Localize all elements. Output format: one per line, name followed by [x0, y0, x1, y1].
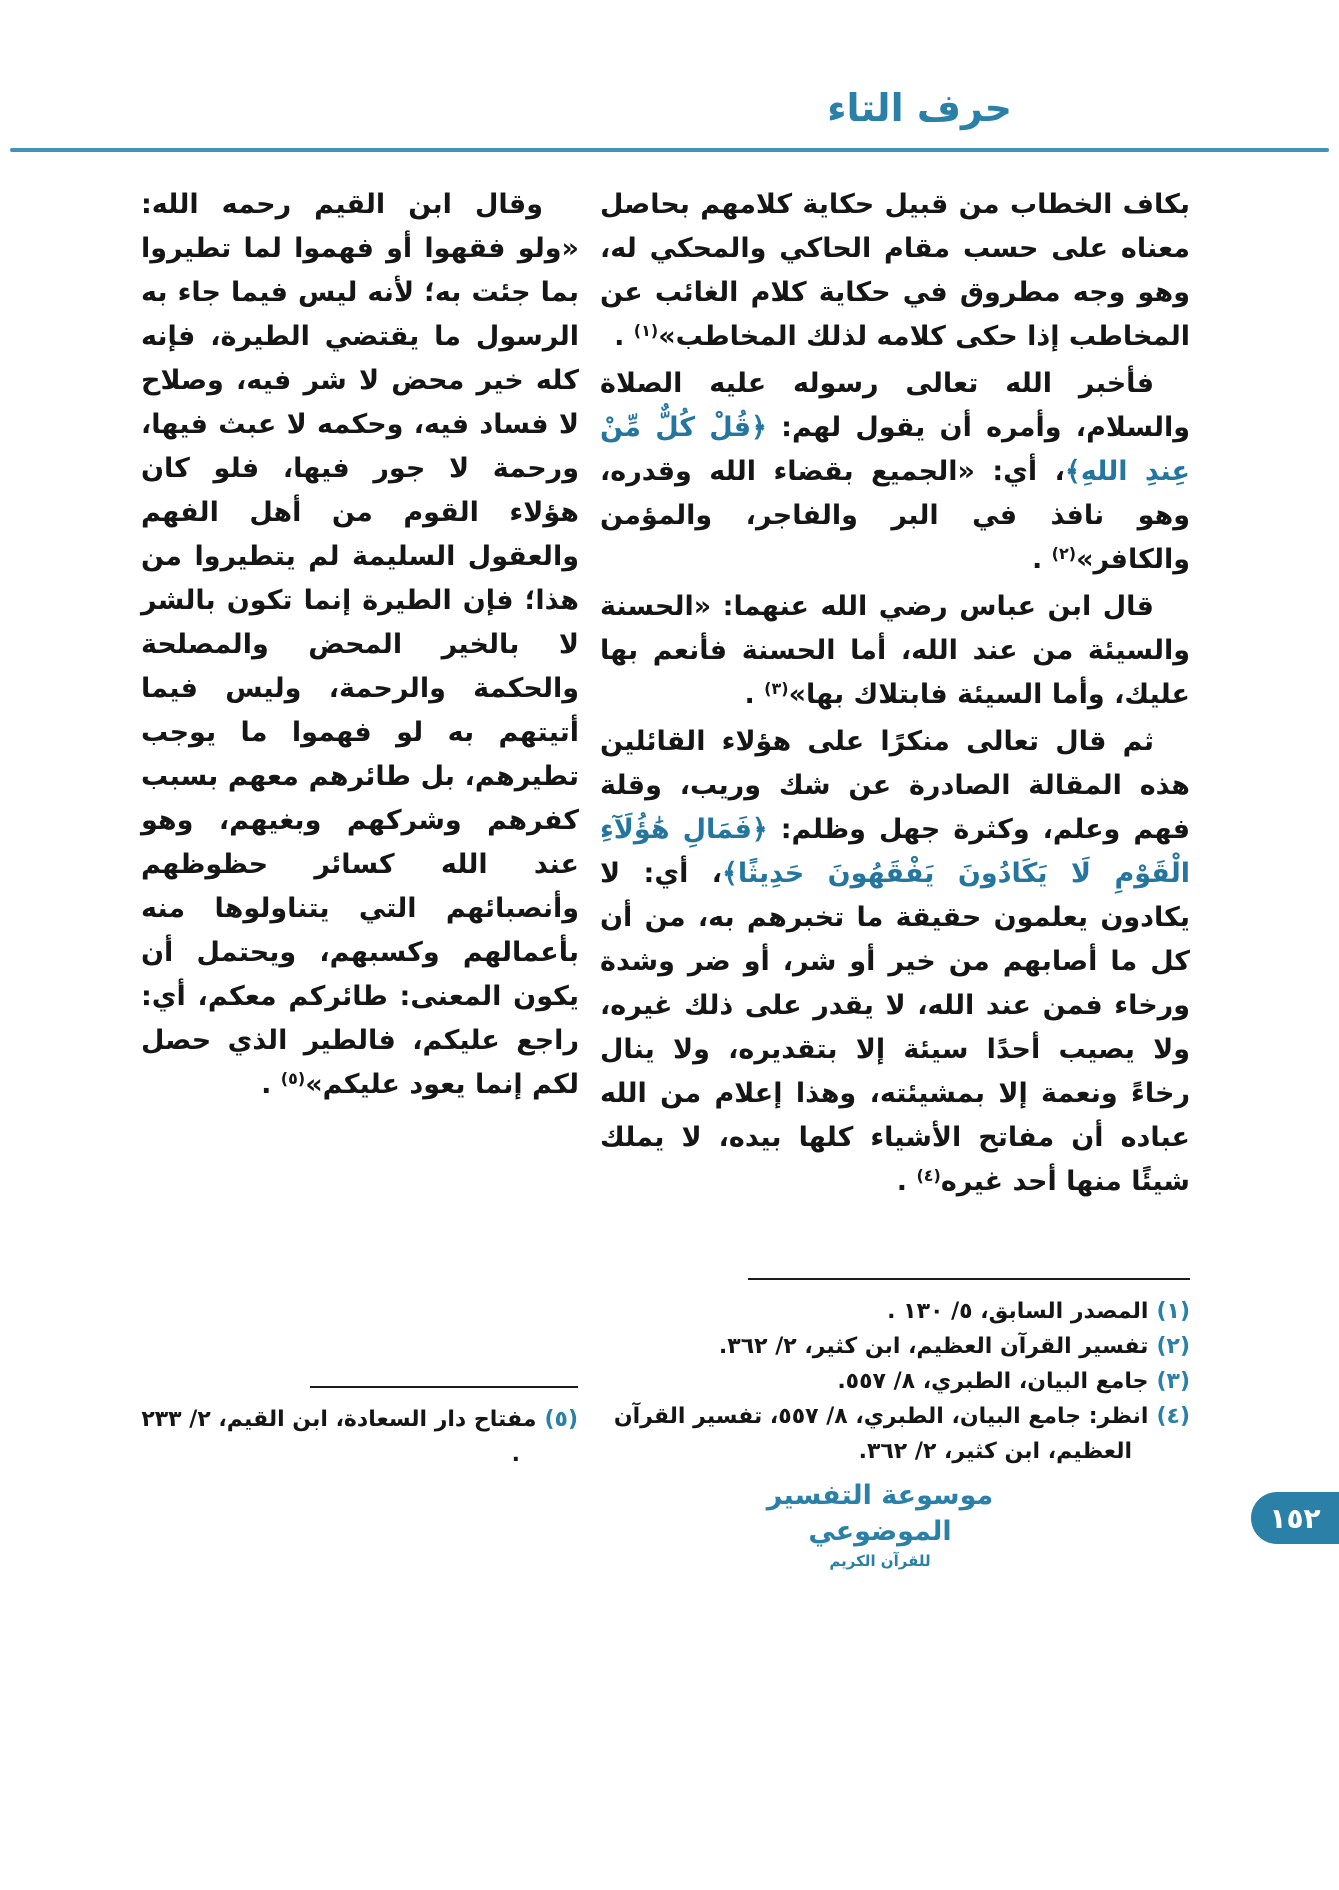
- text-run: .: [896, 1166, 917, 1197]
- footnote-item: [600, 1329, 1190, 1364]
- footnote-item: [140, 1402, 578, 1472]
- text-run: ، أي: لا يكادون يعلمون حقيقة ما تخبرهم به، من أن كل ما أصابهم من خير أو شر، أو ضر وشدة ورخاء فمن عند الله، لا يقدر على ذلك غيره، ولا يصيب أحدًا سيئة إلا بتقديره، ولا ينال رخاءً ونعمة إلا بمشيئته، وهذا إعلام من الله عباده أن مفاتح الأشياء كلها بيده، لا يملك شيئًا منها أحد غيره: [600, 858, 1190, 1197]
- footnote-item: [600, 1364, 1190, 1399]
- logo-subtitle: للقرآن الكريم: [829, 1552, 931, 1570]
- footnote-number: (٤): [1156, 1404, 1190, 1429]
- header-rule: [10, 148, 1329, 152]
- footnote-ref: (٣): [764, 679, 789, 698]
- paragraph: [141, 183, 579, 1110]
- text-run: .: [614, 321, 634, 352]
- page-number: ١٥٢: [1269, 1501, 1321, 1535]
- footnotes-right-section: [600, 1278, 1190, 1469]
- text-run: بكاف الخطاب من قبيل حكاية كلامهم بحاصل معناه على حسب مقام الحاكي والمحكي له، وهو وجه مطروق في حكاية كلام الغائب عن المخاطب إذا حكى كلامه لذلك المخاطب»: [600, 189, 1190, 352]
- text-run: فأخبر الله تعالى رسوله عليه الصلاة والسلام، وأمره أن يقول لهم:: [600, 368, 1191, 443]
- footnote-number: (٣): [1156, 1369, 1190, 1394]
- footnote-text: انظر: جامع البيان، الطبري، ٨/ ٥٥٧، تفسير القرآن العظيم، ابن كثير، ٢/ ٣٦٢.: [613, 1404, 1149, 1464]
- footnote-divider: [310, 1386, 578, 1388]
- footnote-text: تفسير القرآن العظيم، ابن كثير، ٢/ ٣٦٢.: [718, 1334, 1149, 1359]
- footnote-number: (١): [1156, 1299, 1190, 1324]
- paragraph: [600, 183, 1190, 362]
- column-left: [141, 183, 579, 1207]
- quran-quote: ﴿قُلْ كُلٌّ مِّنْ عِندِ اللهِ﴾: [600, 412, 1190, 487]
- footnote-text: جامع البيان، الطبري، ٨/ ٥٥٧.: [837, 1369, 1149, 1394]
- body-columns: [141, 183, 1190, 1207]
- footnote-divider: [748, 1278, 1190, 1280]
- logo-title: موسوعة التفسير الموضوعي: [766, 1480, 994, 1547]
- footnote-ref: (٥): [280, 1069, 306, 1088]
- chapter-title: حرف التاء: [827, 86, 1012, 130]
- text-run: وقال ابن القيم رحمه الله: «ولو فقهوا أو فهموا لما تطيروا بما جئت به؛ لأنه ليس فيما جاء به الرسول ما يقتضي الطيرة، فإنه كله خير محض لا شر فيه، وصلاح لا فساد فيه، وحكمه لا عبث فيها، ورحمة لا جور فيها، فلو كان هؤلاء القوم من أهل الفهم والعقول السليمة لم يتطيروا من هذا؛ فإن الطيرة إنما تكون بالشر لا بالخير المحض والمصلحة والحكمة والرحمة، وليس فيما أتيتهم به لو فهموا ما يوجب تطيرهم، بل طائرهم معهم بسبب كفرهم وشركهم وبغيهم، وهو عند الله كسائر حظوظهم وأنصبائهم التي يتناولوها منه بأعمالهم وكسبهم، ويحتمل أن يكون المعنى: طائركم معكم، أي: راجع عليكم، فالطير الذي حصل لكم إنما يعود عليكم»: [141, 189, 579, 1100]
- footnote-ref: (٤): [916, 1166, 941, 1185]
- text-run: ، أي: «الجميع بقضاء الله وقدره، وهو نافذ في البر والفاجر، والمؤمن والكافر»: [600, 456, 1190, 575]
- paragraph: [600, 362, 1190, 585]
- text-run: .: [744, 679, 765, 710]
- footnote-item: [600, 1399, 1190, 1469]
- footnote-number: (٥): [544, 1407, 578, 1432]
- text-run: .: [1032, 544, 1052, 575]
- publisher-logo: [760, 1478, 1000, 1572]
- page-number-badge: [1251, 1492, 1339, 1544]
- footnote-ref: (١): [633, 321, 659, 340]
- paragraph: [600, 720, 1190, 1207]
- footnote-number: (٢): [1156, 1334, 1190, 1359]
- footnote-item: [600, 1294, 1190, 1329]
- footnote-text: المصدر السابق، ٥/ ١٣٠ .: [887, 1299, 1149, 1324]
- footnote-ref: (٢): [1051, 544, 1077, 563]
- paragraph: [600, 585, 1190, 720]
- quran-quote: ﴿فَمَالِ هَٰؤُلَآءِ الْقَوْمِ لَا يَكَادُونَ يَفْقَهُونَ حَدِيثًا﴾: [600, 814, 1190, 889]
- footnote-text: مفتاح دار السعادة، ابن القيم، ٢/ ٢٣٣ .: [141, 1407, 537, 1467]
- footnotes-left-section: [140, 1386, 578, 1472]
- text-run: ثم قال تعالى منكرًا على هؤلاء القائلين هذه المقالة الصادرة عن شك وريب، وقلة فهم وعلم، وكثرة جهل وظلم:: [600, 726, 1191, 845]
- text-run: .: [261, 1069, 281, 1100]
- column-right: [600, 183, 1190, 1207]
- text-run: قال ابن عباس رضي الله عنهما: «الحسنة والسيئة من عند الله، أما الحسنة فأنعم بها عليك، وأما السيئة فابتلاك بها»: [600, 591, 1190, 710]
